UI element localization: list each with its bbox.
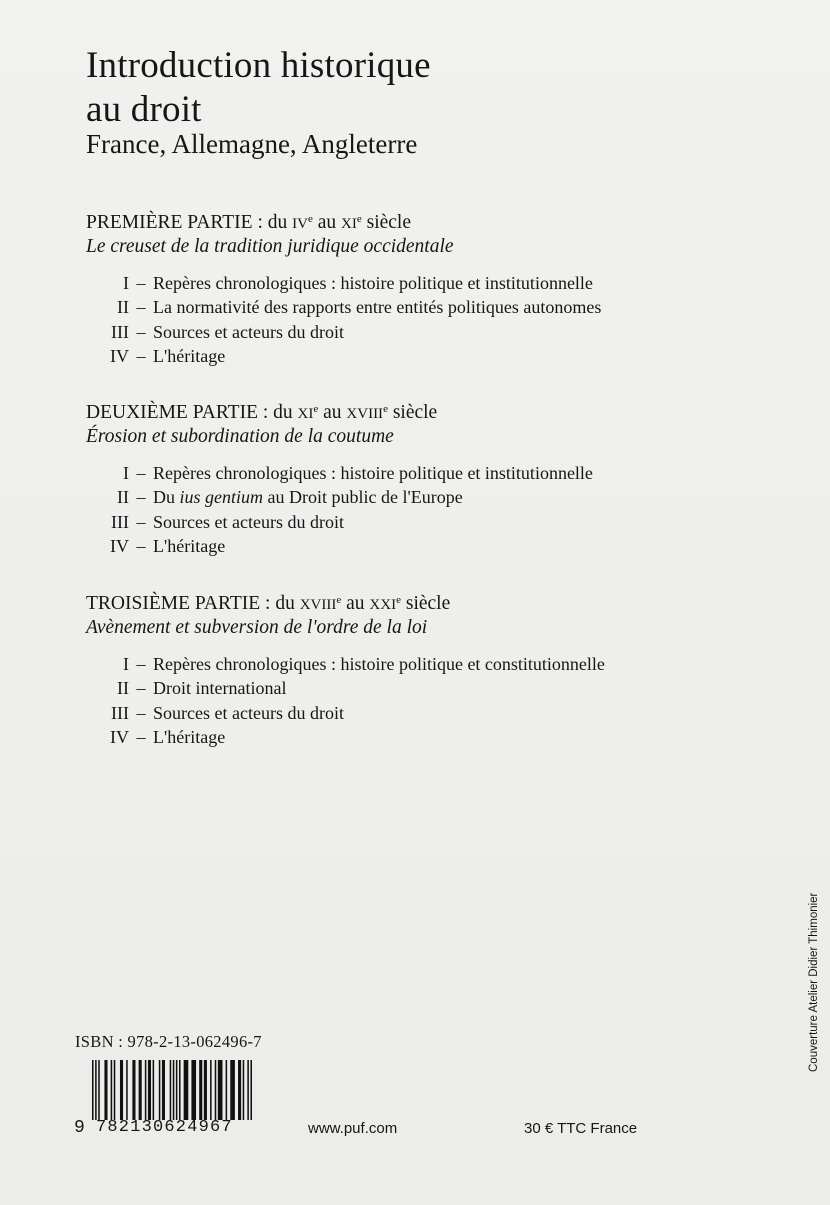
chapter-title-italic: ius gentium <box>179 487 263 508</box>
century-from: XVIII <box>299 597 337 613</box>
part-theme: Érosion et subordination de la coutume <box>86 426 394 447</box>
book-subtitle: France, Allemagne, Angleterre <box>86 129 418 159</box>
century-to-sup: e <box>396 594 401 606</box>
isbn-label: ISBN : 978-2-13-062496-7 <box>75 1032 262 1051</box>
cover-credit: Couverture Atelier Didier Thimonier <box>808 892 820 1072</box>
part-3 <box>86 592 706 749</box>
chapter-title: Sources et acteurs du droit <box>153 702 344 723</box>
chapter-separator: – <box>136 726 146 747</box>
chapter-title: L'héritage <box>153 535 226 556</box>
part-label: DEUXIÈME PARTIE <box>86 402 258 423</box>
chapter-item <box>86 271 706 295</box>
chapter-title: Repères chronologiques : histoire politique et constitutionnelle <box>153 654 605 674</box>
chapter-number: IV <box>110 345 129 366</box>
century-from-sup: e <box>313 403 319 415</box>
chapter-title-post: au Droit public de l'Europe <box>263 487 463 508</box>
barcode-digits: 782130624967 <box>96 1118 233 1137</box>
century-to-sup: e <box>356 213 362 225</box>
chapter-number: II <box>117 678 129 699</box>
chapter-separator: – <box>136 511 146 532</box>
chapter-number: I <box>123 463 129 483</box>
century-to: XVIII <box>346 406 384 422</box>
part-theme: Avènement et subversion de l'ordre de la loi <box>86 617 428 638</box>
chapter-number: III <box>111 321 129 342</box>
chapter-title: Sources et acteurs du droit <box>153 511 344 532</box>
chapter-list <box>86 652 706 749</box>
century-from: XI <box>297 406 314 422</box>
chapter-title: Repères chronologiques : histoire politique et institutionnelle <box>153 273 593 293</box>
range-prefix: : du <box>252 212 293 233</box>
chapter-number: IV <box>110 535 129 556</box>
chapter-separator: – <box>136 297 146 318</box>
chapter-title <box>153 485 463 509</box>
range-between: au <box>341 593 370 614</box>
chapter-title: L'héritage <box>153 345 226 366</box>
chapter-item <box>86 510 706 534</box>
range-suffix: siècle <box>387 402 438 423</box>
barcode-image <box>92 1060 252 1120</box>
chapter-number: I <box>123 273 129 293</box>
chapter-title: La normativité des rapports entre entités politiques autonomes <box>153 297 602 318</box>
chapter-number: III <box>111 511 129 532</box>
chapter-item <box>86 344 706 368</box>
part-theme: Le creuset de la tradition juridique occidentale <box>86 236 454 257</box>
century-to-sup: e <box>383 403 388 415</box>
title-line-1: Introduction historique <box>86 45 431 86</box>
chapter-separator: – <box>136 487 146 508</box>
range-between: au <box>318 402 347 423</box>
chapter-item <box>86 461 706 485</box>
book-title <box>86 44 431 132</box>
chapter-separator: – <box>136 463 146 483</box>
chapter-separator: – <box>136 345 146 366</box>
chapter-title-pre: Du <box>153 487 180 508</box>
barcode-first-digit: 9 <box>74 1118 85 1138</box>
part-1 <box>86 211 706 368</box>
title-line-2: au droit <box>86 89 202 130</box>
century-from-sup: e <box>336 594 342 606</box>
chapter-title: Repères chronologiques : histoire politique et institutionnelle <box>153 463 593 483</box>
chapter-number: III <box>111 702 129 723</box>
chapter-number: II <box>117 297 129 318</box>
chapter-separator: – <box>136 678 146 699</box>
part-heading <box>86 211 706 235</box>
century-from-sup: e <box>307 213 313 225</box>
chapter-separator: – <box>136 321 146 342</box>
chapter-separator: – <box>136 535 146 556</box>
chapter-item <box>86 652 706 676</box>
chapter-item <box>86 320 706 344</box>
part-label: PREMIÈRE PARTIE <box>86 212 253 233</box>
part-heading <box>86 592 706 616</box>
range-prefix: : du <box>260 593 300 614</box>
chapter-item <box>86 725 706 749</box>
chapter-item <box>86 485 706 509</box>
range-between: au <box>312 212 342 233</box>
price-label: 30 € TTC France <box>524 1120 638 1137</box>
chapter-title: L'héritage <box>153 726 226 747</box>
chapter-separator: – <box>136 654 146 674</box>
range-suffix: siècle <box>400 593 451 614</box>
chapter-list <box>86 271 706 368</box>
chapter-item <box>86 534 706 558</box>
century-to: XI <box>341 216 357 232</box>
chapter-list <box>86 461 706 558</box>
chapter-item <box>86 295 706 319</box>
chapter-title: Sources et acteurs du droit <box>153 321 344 342</box>
chapter-item <box>86 701 706 725</box>
part-label: TROISIÈME PARTIE <box>86 593 261 614</box>
part-heading <box>86 401 706 425</box>
chapter-item <box>86 676 706 700</box>
chapter-number: II <box>117 487 129 508</box>
century-from: IV <box>292 216 308 232</box>
chapter-title: Droit international <box>153 678 287 699</box>
chapter-number: IV <box>110 726 129 747</box>
chapter-separator: – <box>136 702 146 723</box>
century-to: XXI <box>369 597 397 613</box>
part-2 <box>86 401 706 558</box>
chapter-number: I <box>123 654 129 674</box>
range-prefix: : du <box>257 402 298 423</box>
range-suffix: siècle <box>361 212 411 233</box>
publisher-website: www.puf.com <box>308 1120 398 1137</box>
chapter-separator: – <box>136 273 146 293</box>
